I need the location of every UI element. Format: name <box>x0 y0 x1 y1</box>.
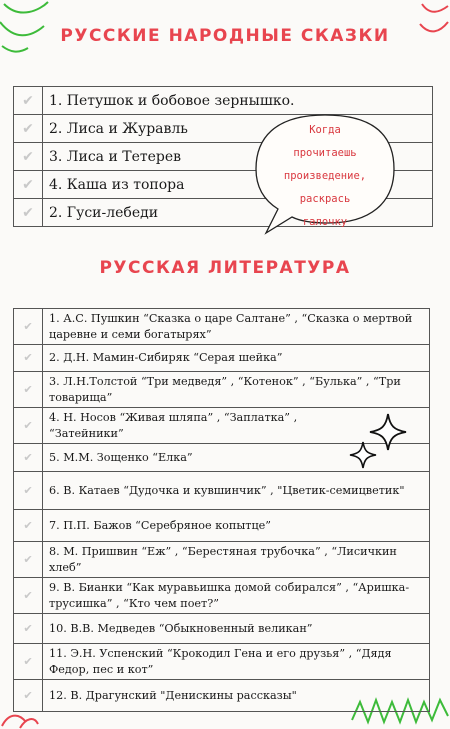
list-item <box>14 578 430 614</box>
checkmark-icon[interactable]: ✔ <box>14 542 43 578</box>
checkmark-icon[interactable]: ✔ <box>14 510 43 542</box>
checkmark-icon[interactable]: ✔ <box>14 614 43 644</box>
item-label: 9. В. Бианки “Как муравьишка домой собирался” , “Аришка-трусишка” , “Кто чем поет?” <box>43 578 430 614</box>
item-label: 4. Каша из топора <box>43 171 433 199</box>
item-label: 6. В. Катаев “Дудочка и кувшинчик” , "Цветик-семицветик" <box>43 472 430 510</box>
checkmark-icon[interactable]: ✔ <box>14 578 43 614</box>
checkmark-icon[interactable]: ✔ <box>14 87 43 115</box>
item-label: 7. П.П. Бажов “Серебряное копытце” <box>43 510 430 542</box>
list-item <box>14 542 430 578</box>
item-label: 1. А.С. Пушкин “Сказка о царе Салтане” , “Сказка о мертвой царевне и семи богатырях” <box>43 309 430 345</box>
item-label: 2. Гуси-лебеди <box>43 199 433 227</box>
item-label: 1. Петушок и бобовое зернышко. <box>43 87 433 115</box>
checkmark-icon[interactable]: ✔ <box>14 472 43 510</box>
item-label: 2. Лиса и Журавль <box>43 115 433 143</box>
checkmark-icon[interactable]: ✔ <box>14 199 43 227</box>
section-title-folk-tales: РУССКИЕ НАРОДНЫЕ СКАЗКИ <box>60 26 390 46</box>
checkmark-icon[interactable]: ✔ <box>14 408 43 444</box>
bubble-text: Когда прочитаешь произведение, раскрась галочку <box>283 124 367 228</box>
list-item <box>14 372 430 408</box>
list-item <box>14 680 430 712</box>
checkmark-icon[interactable]: ✔ <box>14 444 43 472</box>
item-label: 2. Д.Н. Мамин-Сибиряк “Серая шейка” <box>43 345 430 372</box>
list-item <box>14 472 430 510</box>
list-item <box>14 510 430 542</box>
item-label: 3. Л.Н.Толстой “Три медведя” , “Котенок” , “Булька” , “Три товарища” <box>43 372 430 408</box>
item-label: 8. М. Пришвин “Еж” , “Берестяная трубочка” , “Лисичкин хлеб” <box>43 542 430 578</box>
literature-checklist <box>13 308 430 712</box>
checkmark-icon[interactable]: ✔ <box>14 644 43 680</box>
sparkle-icon <box>348 440 378 470</box>
item-label: 12. В. Драгунский "Денискины рассказы" <box>43 680 430 712</box>
item-label: 11. Э.Н. Успенский “Крокодил Гена и его друзья” , “Дядя Федор, пес и кот” <box>43 644 430 680</box>
checkmark-icon[interactable]: ✔ <box>14 115 43 143</box>
list-item <box>14 614 430 644</box>
checkmark-icon[interactable]: ✔ <box>14 143 43 171</box>
list-item <box>14 644 430 680</box>
section-title-russian-literature: РУССКАЯ ЛИТЕРАТУРА <box>99 258 351 278</box>
list-item <box>14 345 430 372</box>
item-label: 10. В.В. Медведев “Обыкновенный великан” <box>43 614 430 644</box>
checkmark-icon[interactable]: ✔ <box>14 372 43 408</box>
item-label: 3. Лиса и Тетерев <box>43 143 433 171</box>
checkmark-icon[interactable]: ✔ <box>14 309 43 345</box>
item-label: 4. Н. Носов “Живая шляпа” , “Заплатка” , “Затейники” <box>43 408 430 444</box>
item-label: 5. М.М. Зощенко “Елка” <box>43 444 430 472</box>
checkmark-icon[interactable]: ✔ <box>14 680 43 712</box>
checkmark-icon[interactable]: ✔ <box>14 171 43 199</box>
list-item <box>14 309 430 345</box>
checkmark-icon[interactable]: ✔ <box>14 345 43 372</box>
